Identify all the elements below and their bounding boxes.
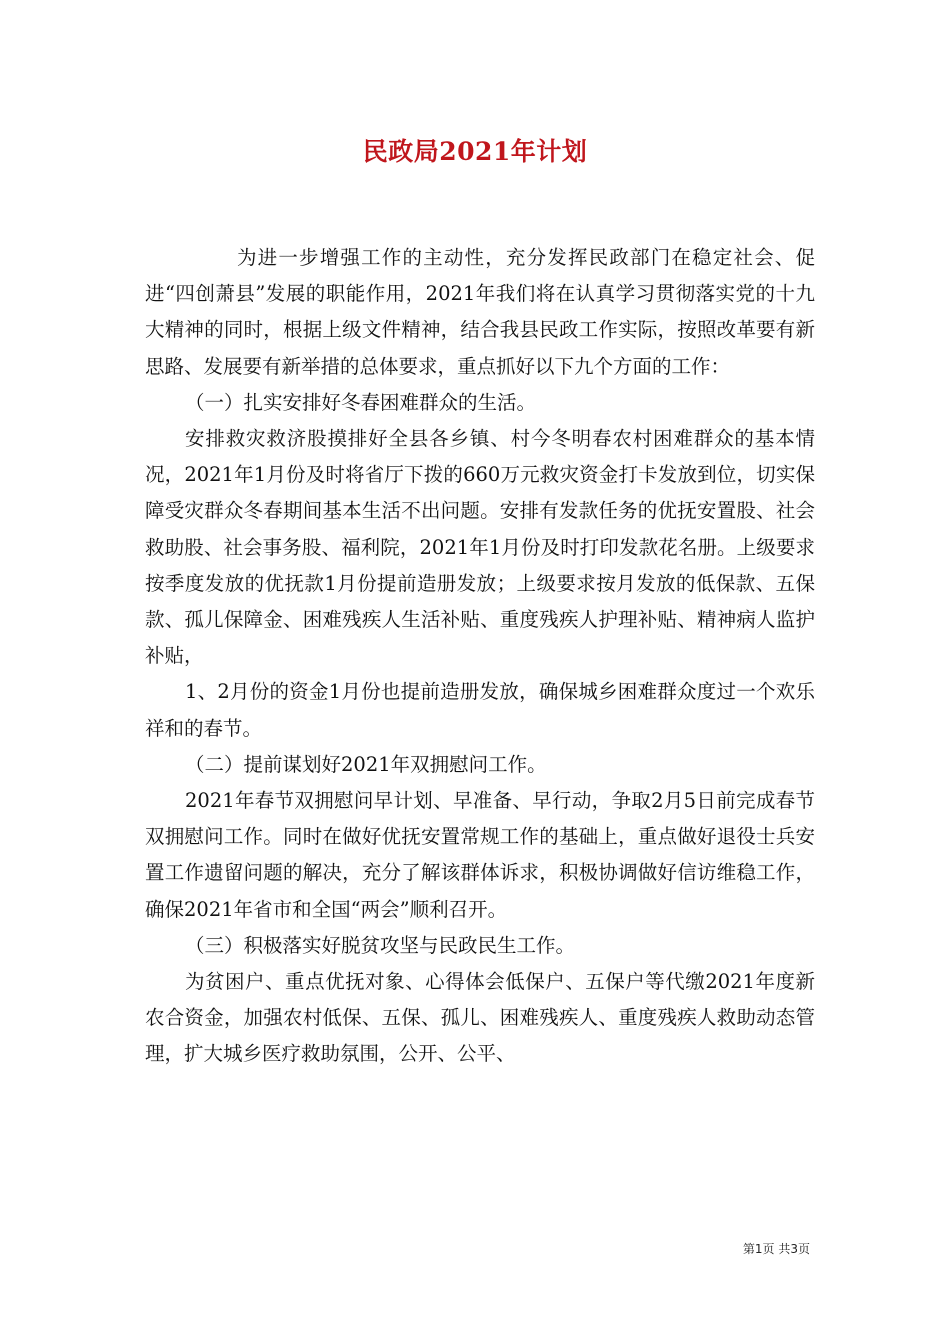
page-footer: 第1页 共3页	[742, 1242, 810, 1256]
paragraph: 2021年春节双拥慰问早计划、早准备、早行动，争取2月5日前完成春节双拥慰问工作。同时在做好优抚安置常规工作的基础上，重点做好退役士兵安置工作遗留问题的解决，充分了解该群体诉求，积极协调做好信访维稳工作，确保2021年省市和全国“两会”顺利召开。	[145, 789, 815, 921]
paragraph: 安排救灾救济股摸排好全县各乡镇、村今冬明春农村困难群众的基本情况，2021年1月份及时将省厅下拨的660万元救灾资金打卡发放到位，切实保障受灾群众冬春期间基本生活不出问题。安排有发款任务的优抚安置股、社会救助股、社会事务股、福利院，2021年1月份及时打印发款花名册。上级要求按季度发放的优抚款1月份提前造册发放；上级要求按月发放的低保款、五保款、孤儿保障金、困难残疾人生活补贴、重度残疾人护理补贴、精神病人监护补贴，	[145, 427, 815, 668]
section-heading: （一）扎实安排好冬春困难群众的生活。	[185, 390, 537, 414]
paragraph: 1、2月份的资金1月份也提前造册发放，确保城乡困难群众度过一个欢乐祥和的春节。	[145, 680, 815, 740]
section-heading: （三）积极落实好脱贫攻坚与民政民生工作。	[185, 933, 576, 957]
paragraph: 为贫困户、重点优抚对象、心得体会低保户、五保户等代缴2021年度新农合资金，加强农村低保、五保、孤儿、困难残疾人、重度残疾人救助动态管理，扩大城乡医疗救助氛围，公开、公平、	[145, 970, 815, 1066]
paragraph: 为进一步增强工作的主动性，充分发挥民政部门在稳定社会、促进“四创萧县”发展的职能作用，2021年我们将在认真学习贯彻落实党的十九大精神的同时，根据上级文件精神，结合我县民政工作实际，按照改革要有新思路、发展要有新举措的总体要求，重点抓好以下九个方面的工作：	[145, 246, 815, 378]
document-body	[145, 240, 815, 1073]
document-title: 民政局2021年计划	[362, 137, 588, 166]
section-heading: （二）提前谋划好2021年双拥慰问工作。	[185, 752, 547, 776]
